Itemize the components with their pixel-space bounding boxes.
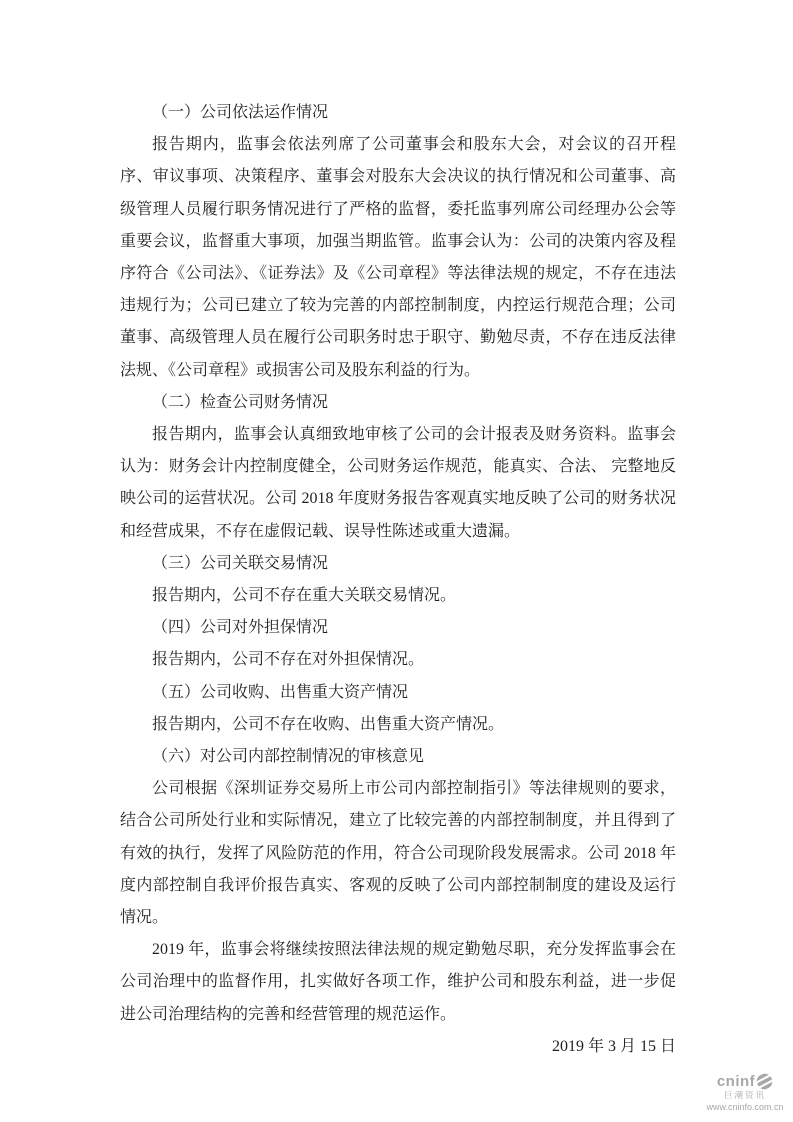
section-2-heading: （二）检查公司财务情况 <box>152 393 329 411</box>
cninfo-logo-text: cninf <box>716 1072 756 1090</box>
section-5-heading: （五）公司收购、出售重大资产情况 <box>152 683 409 701</box>
document-date: 2019 年 3 月 15 日 <box>551 1037 676 1055</box>
section-2-paragraph: 报告期内，监事会认真细致地审核了公司的会计报表及财务资料。监事会认为：财务会计内控制度健全，公司财务运作规范，能真实、合法、 完整地反映公司的运营状况。公司 2018 年度财务报告客观真实地反映了公司的财务状况和经营成果，不存在虚假记载、误导性陈述或重大遗漏。 <box>120 426 676 540</box>
section-5-paragraph: 报告期内，公司不存在收购、出售重大资产情况。 <box>152 715 505 733</box>
closing-paragraph: 2019 年，监事会将继续按照法律法规的规定勤勉尽职，充分发挥监事会在公司治理中的监督作用，扎实做好各项工作，维护公司和股东利益，进一步促进公司治理结构的完善和经营管理的规范运作。 <box>120 941 676 1023</box>
section-6-paragraph: 公司根据《深圳证券交易所上市公司内部控制指引》等法律规则的要求，结合公司所处行业和实际情况，建立了比较完善的内部控制制度，并且得到了有效的执行，发挥了风险防范的作用，符合公司现阶段发展需求。公司 2018 年度内部控制自我评价报告真实、客观的反映了公司内部控制制度的建设及运行情况。 <box>120 780 676 927</box>
document-body <box>120 97 676 1063</box>
section-4-heading: （四）公司对外担保情况 <box>152 619 329 637</box>
cninfo-chinese-name: 巨潮资讯 <box>723 1089 766 1100</box>
cninfo-brand-row <box>702 1073 788 1090</box>
section-3-heading: （三）公司关联交易情况 <box>152 554 329 572</box>
cninfo-watermark <box>702 1073 788 1112</box>
cninfo-url: www.cninfo.com.cn <box>706 1101 784 1112</box>
section-1-heading: （一）公司依法运作情况 <box>152 104 329 121</box>
section-4-paragraph: 报告期内，公司不存在对外担保情况。 <box>152 651 425 669</box>
cninfo-pinwheel-swirl-icon <box>756 1073 773 1090</box>
section-6-heading: （六）对公司内部控制情况的审核意见 <box>152 748 425 766</box>
section-1-paragraph: 报告期内，监事会依法列席了公司董事会和股东大会，对会议的召开程序、审议事项、决策程序、董事会对股东大会决议的执行情况和公司董事、高级管理人员履行职务情况进行了严格的监督，委托监事列席公司经理办公会等重要会议，监督重大事项，加强当期监管。监事会认为：公司的决策内容及程序符合《公司法》、《证券法》及《公司章程》等法律法规的规定，不存在违法违规行为；公司已建立了较为完善的内部控制制度，内控运行规范合理；公司董事、高级管理人员在履行公司职务时忠于职守、勤勉尽责，不存在违反法律法规、《公司章程》或损害公司及股东利益的行为。 <box>120 136 676 379</box>
section-3-paragraph: 报告期内，公司不存在重大关联交易情况。 <box>152 587 457 605</box>
